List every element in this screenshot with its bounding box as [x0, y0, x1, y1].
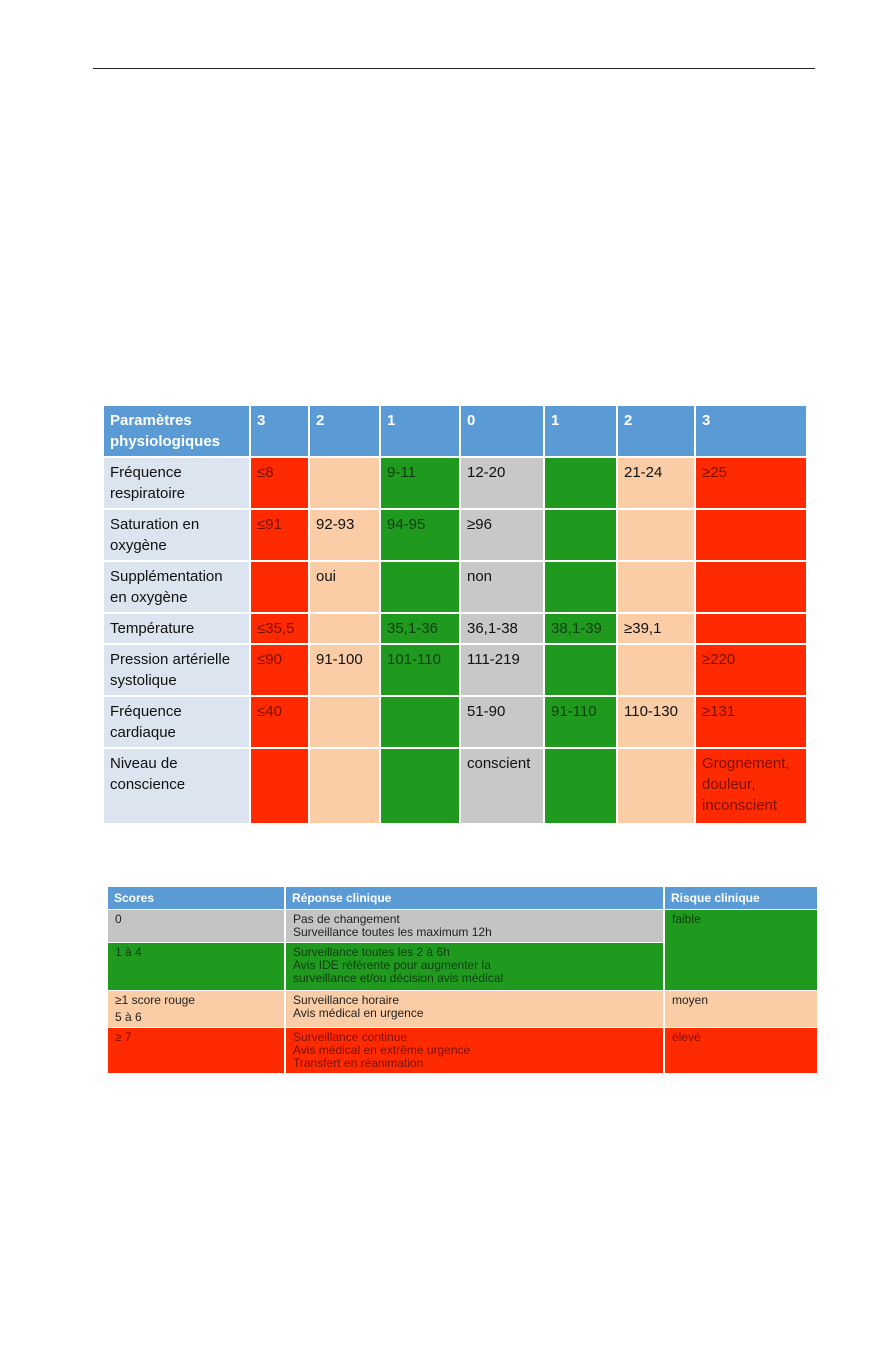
table-row [104, 749, 808, 825]
table-cell [545, 458, 618, 510]
risk-text: moyen [672, 993, 709, 1007]
risk-text: élevé [672, 1030, 701, 1044]
table-row [104, 614, 808, 645]
table-cell: 91-110 [545, 697, 618, 749]
table-cell: ≥96 [461, 510, 545, 562]
score-cell [108, 943, 286, 991]
table-cell: ≤90 [251, 645, 310, 697]
table-cell [310, 614, 381, 645]
table-cell [251, 749, 310, 825]
param-label: Fréquence cardiaque [104, 697, 251, 749]
table-cell [310, 749, 381, 825]
response-line: Avis IDE référente pour augmenter la [293, 958, 491, 972]
table-cell: 21-24 [618, 458, 696, 510]
response-line: Surveillance horaire [293, 993, 400, 1007]
table-cell: 111-219 [461, 645, 545, 697]
response-line: surveillance et/ou décision avis médical [293, 971, 504, 985]
table-row [108, 910, 819, 943]
table-cell [618, 562, 696, 614]
score-text: ≥ 7 [115, 1030, 132, 1044]
table-cell [251, 562, 310, 614]
response-line: Pas de changement [293, 912, 400, 926]
param-label: Fréquence respiratoire [104, 458, 251, 510]
table-cell: 9-11 [381, 458, 461, 510]
response-cell [286, 991, 665, 1028]
table-row [104, 645, 808, 697]
param-label: Supplémentation en oxygène [104, 562, 251, 614]
table-cell [696, 562, 808, 614]
table-cell: 35,1-36 [381, 614, 461, 645]
score-cell [108, 991, 286, 1028]
header-score-2-low: 2 [310, 406, 381, 458]
header-risque-clinique: Risque clinique [665, 887, 819, 910]
score-text: 5 à 6 [115, 1010, 142, 1024]
table-row [108, 991, 819, 1028]
table-cell [618, 749, 696, 825]
score-text: ≥1 score rouge [115, 993, 195, 1007]
table-cell: 91-100 [310, 645, 381, 697]
param-label: Température [104, 614, 251, 645]
table-cell: 51-90 [461, 697, 545, 749]
table-cell [310, 458, 381, 510]
table-cell: conscient [461, 749, 545, 825]
response-cell [286, 943, 665, 991]
header-score-3-low: 3 [251, 406, 310, 458]
response-cell [286, 1028, 665, 1074]
table-cell [545, 749, 618, 825]
table-cell [545, 645, 618, 697]
table-row [104, 458, 808, 510]
table-cell [618, 510, 696, 562]
table-row [104, 697, 808, 749]
table-row [108, 1028, 819, 1074]
param-label: Niveau de conscience [104, 749, 251, 825]
risk-cell [665, 910, 819, 991]
header-score-0: 0 [461, 406, 545, 458]
table-cell [696, 614, 808, 645]
table-cell [545, 562, 618, 614]
table-cell [381, 697, 461, 749]
score-text: 1 à 4 [115, 945, 142, 959]
response-line: Surveillance toutes les maximum 12h [293, 925, 492, 939]
table-cell [381, 562, 461, 614]
risk-cell [665, 1028, 819, 1074]
header-scores: Scores [108, 887, 286, 910]
header-score-2-high: 2 [618, 406, 696, 458]
news-score-table [104, 406, 808, 825]
table-cell: 101-110 [381, 645, 461, 697]
response-line: Transfert en réanimation [293, 1056, 424, 1070]
header-reponse-clinique: Réponse clinique [286, 887, 665, 910]
table-cell: ≤35,5 [251, 614, 310, 645]
table-cell: ≥131 [696, 697, 808, 749]
table-cell [545, 510, 618, 562]
table-cell: ≥220 [696, 645, 808, 697]
table-cell: 36,1-38 [461, 614, 545, 645]
response-line: Avis médical en urgence [293, 1006, 424, 1020]
table-row [104, 510, 808, 562]
table-cell: ≤8 [251, 458, 310, 510]
param-label: Saturation en oxygène [104, 510, 251, 562]
header-score-1-high: 1 [545, 406, 618, 458]
table-cell [618, 645, 696, 697]
score-cell [108, 1028, 286, 1074]
param-label: Pression artérielle systolique [104, 645, 251, 697]
table-cell: 12-20 [461, 458, 545, 510]
table-cell [696, 510, 808, 562]
clinical-response-table [108, 887, 819, 1074]
table-cell: 92-93 [310, 510, 381, 562]
table-row [104, 562, 808, 614]
table-cell: 38,1-39 [545, 614, 618, 645]
score-cell [108, 910, 286, 943]
response-line: Surveillance toutes les 2 à 6h [293, 945, 450, 959]
table-cell: ≥25 [696, 458, 808, 510]
response-line: Avis médical en extrême urgence [293, 1043, 471, 1057]
header-rule [93, 68, 815, 69]
table-cell [381, 749, 461, 825]
header-score-3-high: 3 [696, 406, 808, 458]
header-parametres: Paramètres physiologiques [104, 406, 251, 458]
table-cell: ≤40 [251, 697, 310, 749]
response-cell [286, 910, 665, 943]
table-cell: 110-130 [618, 697, 696, 749]
risk-cell [665, 991, 819, 1028]
table-cell: 94-95 [381, 510, 461, 562]
header-score-1-low: 1 [381, 406, 461, 458]
score-text: 0 [115, 912, 122, 926]
table-cell: oui [310, 562, 381, 614]
table-cell: ≤91 [251, 510, 310, 562]
table-cell: non [461, 562, 545, 614]
risk-text: faible [672, 912, 701, 926]
table-cell: ≥39,1 [618, 614, 696, 645]
response-line: Surveillance continue [293, 1030, 408, 1044]
table-cell: Grognement, douleur, inconscient [696, 749, 808, 825]
table-cell [310, 697, 381, 749]
